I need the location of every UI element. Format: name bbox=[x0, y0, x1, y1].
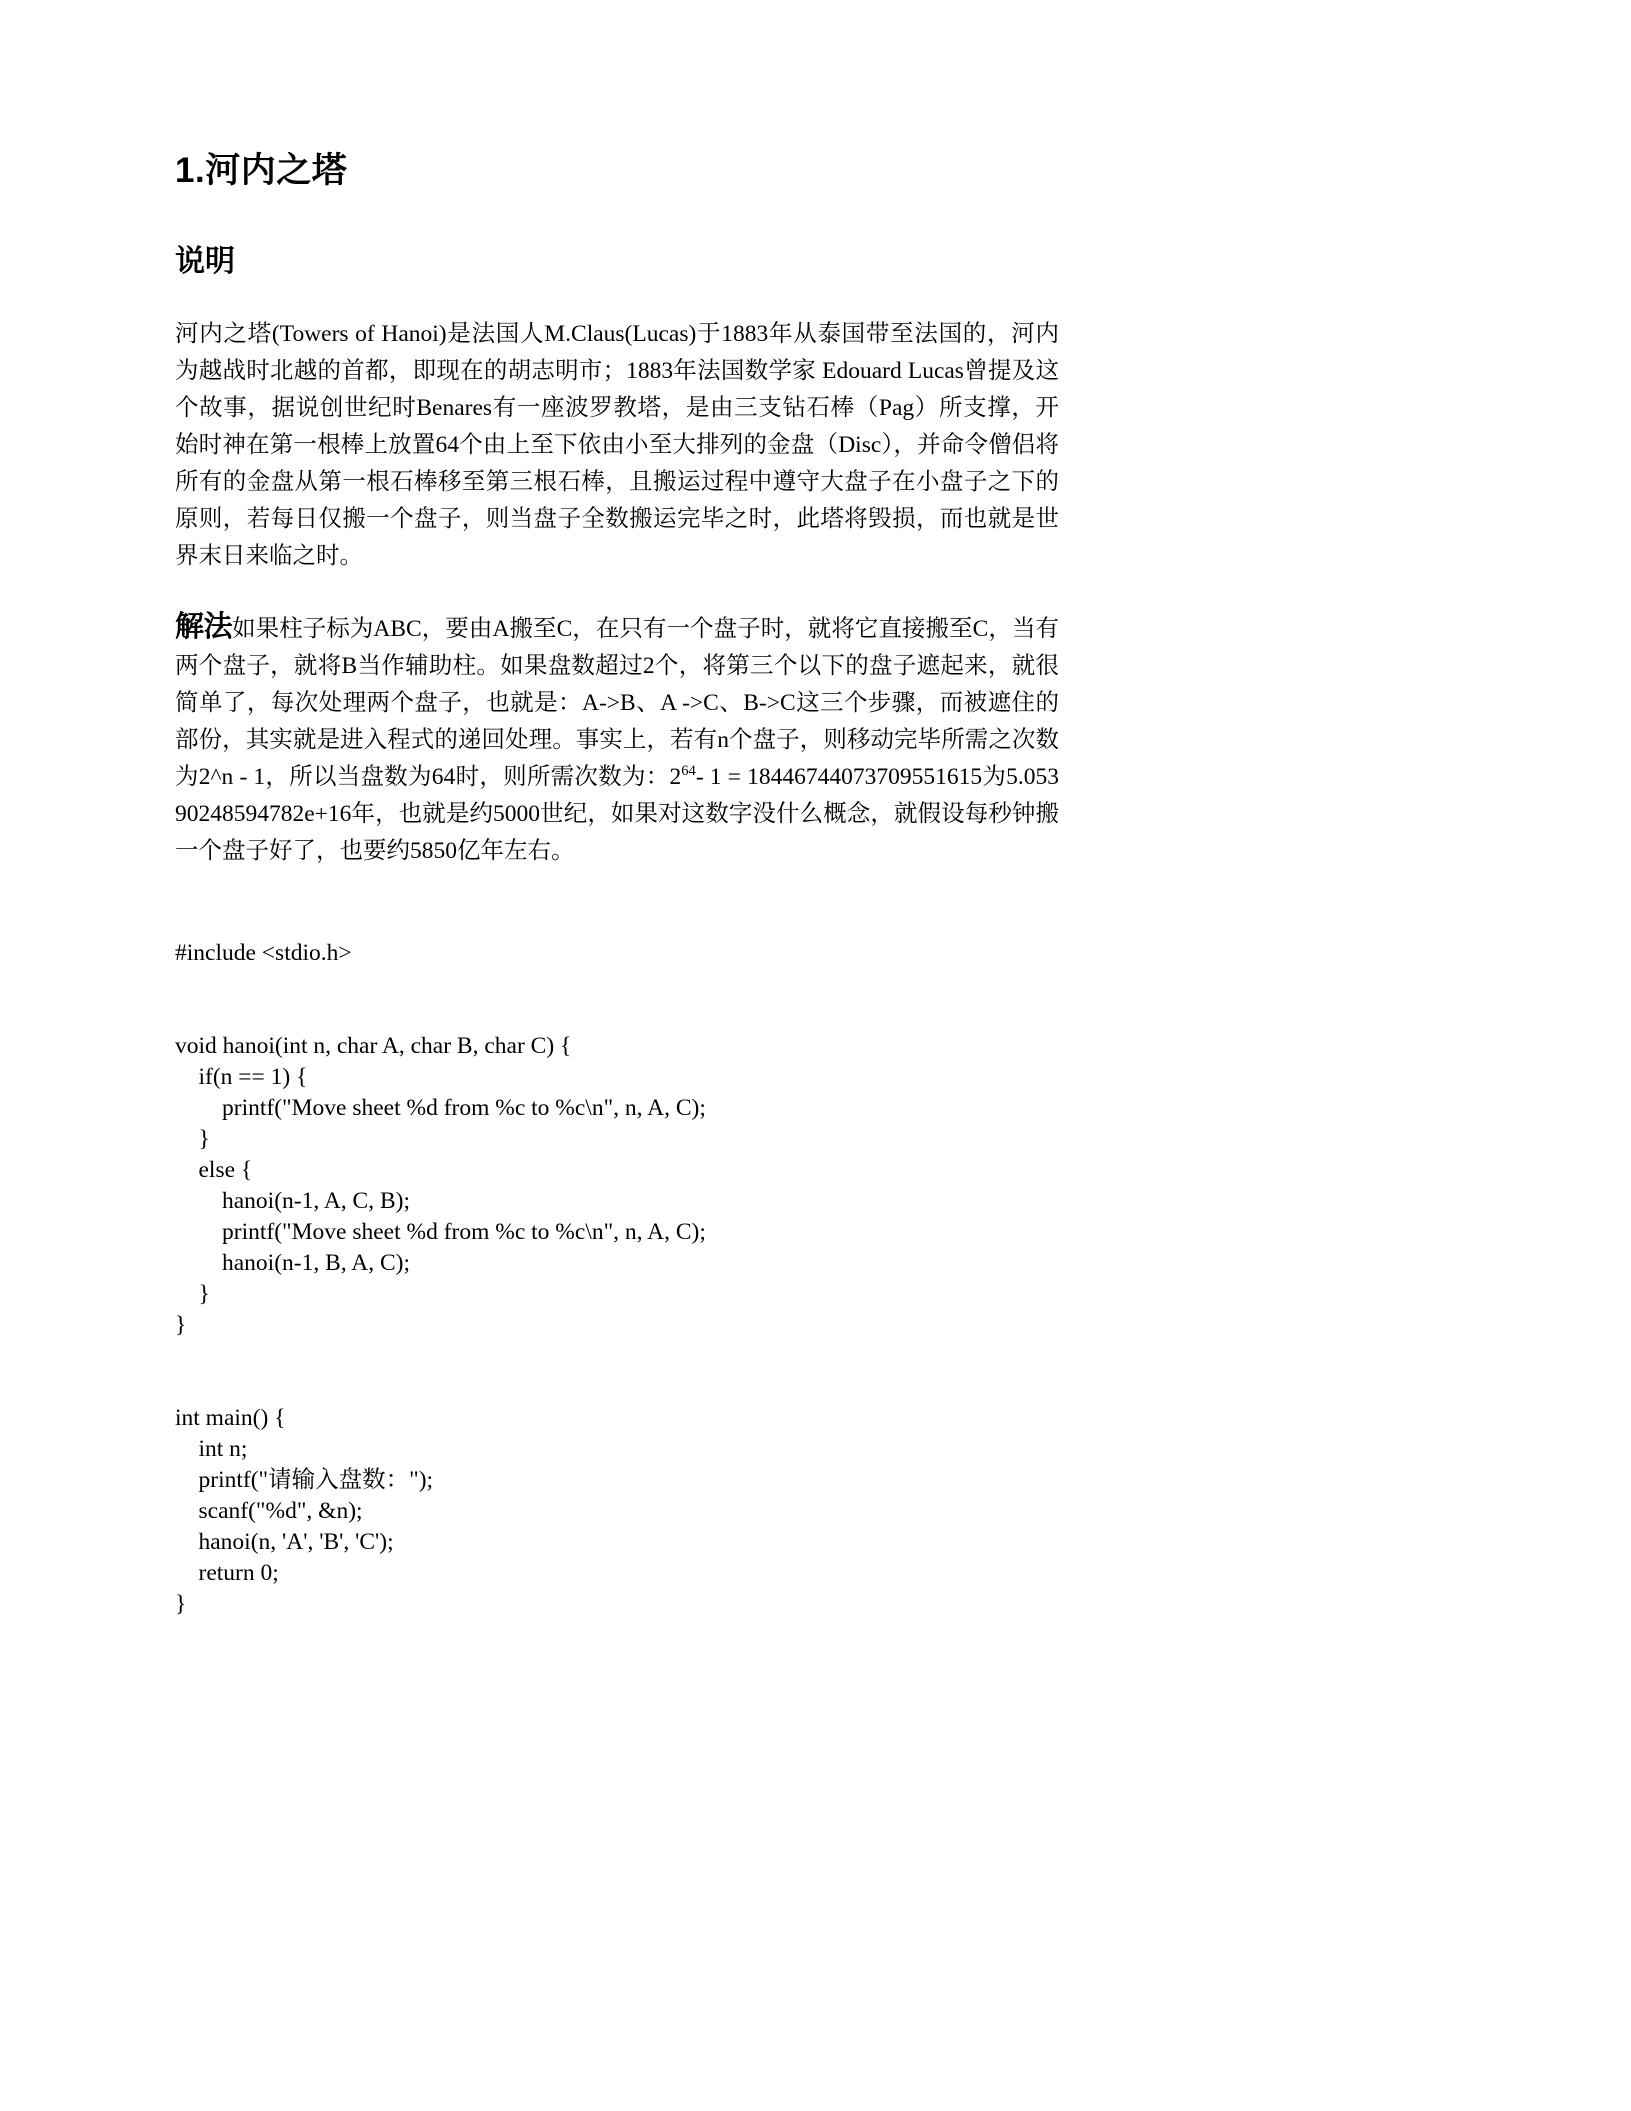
code-line bbox=[175, 1000, 1059, 1031]
code-line: int n; bbox=[175, 1436, 248, 1462]
code-line: } bbox=[175, 1312, 187, 1338]
code-line: if(n == 1) { bbox=[175, 1064, 308, 1090]
code-line: hanoi(n, 'A', 'B', 'C'); bbox=[175, 1529, 394, 1555]
solution-text-part2: - 1 = 18446744073709551615为5.05390248594782e+16年，也就是约5000世纪，如果对这数字没什么概念，就假设每秒钟搬一个盘子好了，也要约5850亿年左右。 bbox=[175, 764, 1059, 864]
code-line: hanoi(n-1, A, C, B); bbox=[175, 1188, 410, 1214]
paragraph-description: 河内之塔(Towers of Hanoi)是法国人M.Claus(Lucas)于1883年从泰国带至法国的，河内为越战时北越的首都，即现在的胡志明市；1883年法国数学家 Edouard Lucas曾提及这个故事，据说创世纪时Benares有一座波罗教塔，是由三支钻石棒（Pag）所支撑，开始时神在第一根棒上放置64个由上至下依由小至大排列的金盘（Disc），并命令僧侣将所有的金盘从第一根石棒移至第三根石棒，且搬运过程中遵守大盘子在小盘子之下的原则，若每日仅搬一个盘子，则当盘子全数搬运完毕之时，此塔将毁损，而也就是世界末日来临之时。 bbox=[175, 321, 1059, 569]
code-block bbox=[175, 870, 1059, 1620]
solution-text-part1: 如果柱子标为ABC，要由A搬至C，在只有一个盘子时，就将它直接搬至C，当有两个盘子，就将B当作辅助柱。如果盘数超过2个，将第三个以下的盘子遮起来，就很简单了，每次处理两个盘子，也就是：A->B、A ->C、B->C这三个步骤，而被遮住的部份，其实就是进入程式的递回处理。事实上，若有n个盘子，则移动完毕所需之次数为2^n - 1，所以当盘数为64时，则所需次数为：2 bbox=[175, 616, 1060, 790]
code-line: else { bbox=[175, 1157, 253, 1183]
code-line bbox=[175, 1372, 1059, 1403]
solution-exponent: 64 bbox=[681, 763, 696, 780]
code-line bbox=[175, 1341, 1059, 1372]
code-line: return 0; bbox=[175, 1560, 279, 1586]
code-line: } bbox=[175, 1281, 210, 1307]
code-line: void hanoi(int n, char A, char B, char C) { bbox=[175, 1033, 572, 1059]
code-line: printf("请输入盘数："); bbox=[175, 1467, 434, 1493]
code-line: #include <stdio.h> bbox=[175, 940, 352, 966]
paragraph-solution bbox=[175, 575, 1059, 870]
section-heading-description: 说明 bbox=[175, 245, 235, 278]
document-content bbox=[175, 0, 1059, 1620]
code-line: } bbox=[175, 1591, 187, 1617]
code-line: scanf("%d", &n); bbox=[175, 1498, 363, 1524]
code-line: } bbox=[175, 1126, 210, 1152]
code-line: int main() { bbox=[175, 1405, 286, 1431]
code-line: printf("Move sheet %d from %c to %c\n", n, A, C); bbox=[175, 1219, 706, 1245]
code-line: printf("Move sheet %d from %c to %c\n", n, A, C); bbox=[175, 1095, 706, 1121]
solution-label: 解法 bbox=[175, 611, 233, 643]
page-title: 1.河内之塔 bbox=[175, 151, 348, 190]
code-line bbox=[175, 969, 1059, 1000]
code-line: hanoi(n-1, B, A, C); bbox=[175, 1250, 410, 1276]
